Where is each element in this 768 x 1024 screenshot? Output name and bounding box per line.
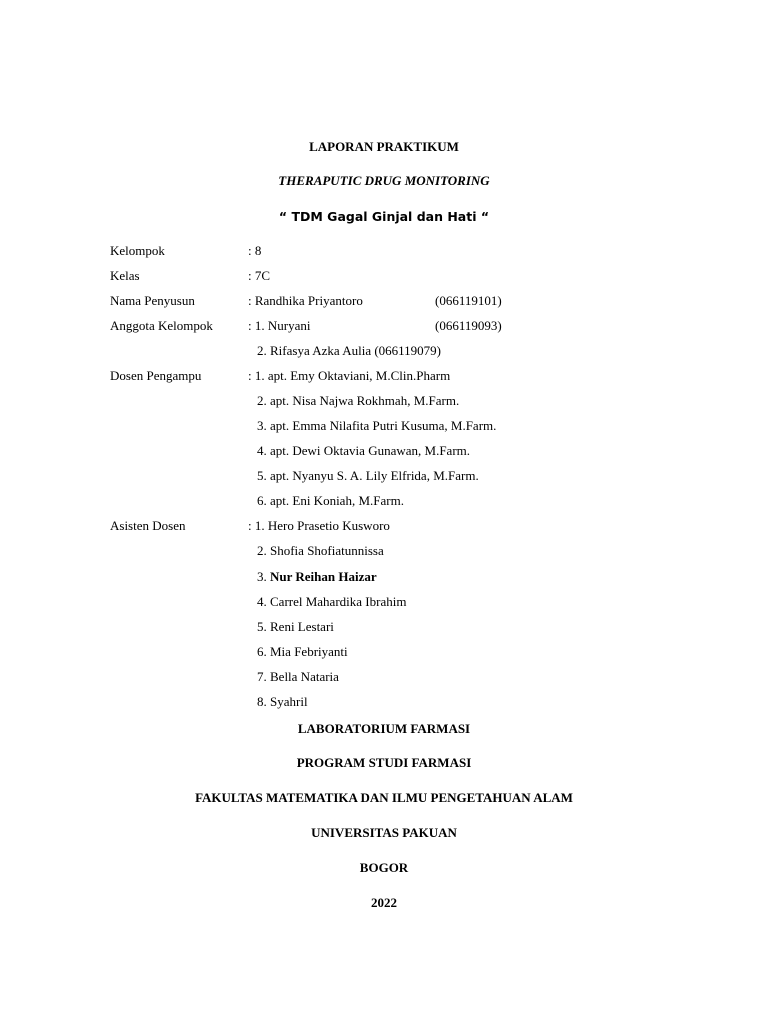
asisten-item: : 1. Hero Prasetio Kusworo <box>248 518 390 533</box>
asisten-item: 5. Reni Lestari <box>257 619 334 634</box>
info-row-asisten <box>0 518 768 534</box>
dosen-row <box>0 443 768 459</box>
asisten-row <box>0 543 768 559</box>
penyusun-code: (066119101) <box>435 293 502 308</box>
anggota-item-1-code: (066119093) <box>435 318 502 333</box>
kelas-label: Kelas <box>110 268 140 283</box>
dosen-label: Dosen Pengampu <box>110 368 202 383</box>
asisten-row <box>0 694 768 710</box>
asisten-item: 7. Bella Nataria <box>257 669 339 684</box>
asisten-item: 8. Syahril <box>257 694 308 709</box>
asisten-row <box>0 619 768 635</box>
penyusun-value: : Randhika Priyantoro <box>248 293 363 308</box>
report-topic: “ TDM Gagal Ginjal dan Hati “ <box>278 209 490 224</box>
info-row-kelompok <box>0 243 768 259</box>
asisten-item-3-number: 3. <box>257 569 270 584</box>
kelas-value: : 7C <box>248 268 271 283</box>
dosen-item: 5. apt. Nyanyu S. A. Lily Elfrida, M.Farm. <box>257 468 479 483</box>
kelompok-label: Kelompok <box>110 243 165 258</box>
asisten-item: 6. Mia Febriyanti <box>257 644 348 659</box>
course-title: THERAPUTIC DRUG MONITORING <box>278 173 490 188</box>
dosen-item: 3. apt. Emma Nilafita Putri Kusuma, M.Farm. <box>257 418 497 433</box>
dosen-row <box>0 418 768 434</box>
info-row-anggota <box>0 318 768 334</box>
dosen-item: : 1. apt. Emy Oktaviani, M.Clin.Pharm <box>248 368 451 383</box>
asisten-item: 2. Shofia Shofiatunnissa <box>257 543 384 558</box>
dosen-item: 4. apt. Dewi Oktavia Gunawan, M.Farm. <box>257 443 471 458</box>
asisten-item-3 <box>257 569 377 585</box>
asisten-row <box>0 594 768 610</box>
dosen-row <box>0 468 768 484</box>
penyusun-label: Nama Penyusun <box>110 293 195 308</box>
asisten-item-3-name: Nur Reihan Haizar <box>270 569 377 584</box>
city-name: BOGOR <box>359 860 409 875</box>
info-row-kelas <box>0 268 768 284</box>
dosen-row <box>0 393 768 409</box>
university-name: UNIVERSITAS PAKUAN <box>311 825 457 840</box>
asisten-row <box>0 569 768 585</box>
anggota-label: Anggota Kelompok <box>110 318 213 333</box>
program-name: PROGRAM STUDI FARMASI <box>296 755 472 770</box>
info-row-penyusun <box>0 293 768 309</box>
anggota-item-1: : 1. Nuryani <box>248 318 311 333</box>
asisten-row <box>0 644 768 660</box>
asisten-row <box>0 669 768 685</box>
report-title: LAPORAN PRAKTIKUM <box>309 139 459 154</box>
dosen-item: 2. apt. Nisa Najwa Rokhmah, M.Farm. <box>257 393 460 408</box>
info-row-anggota-2 <box>0 343 768 359</box>
dosen-item: 6. apt. Eni Koniah, M.Farm. <box>257 493 404 508</box>
asisten-item: 4. Carrel Mahardika Ibrahim <box>257 594 407 609</box>
anggota-item-2: 2. Rifasya Azka Aulia (066119079) <box>257 343 442 358</box>
report-year: 2022 <box>371 895 397 910</box>
dosen-row <box>0 493 768 509</box>
asisten-label: Asisten Dosen <box>110 518 186 533</box>
info-row-dosen <box>0 368 768 384</box>
kelompok-value: : 8 <box>248 243 262 258</box>
faculty-name: FAKULTAS MATEMATIKA DAN ILMU PENGETAHUAN ALAM <box>195 790 573 805</box>
lab-name: LABORATORIUM FARMASI <box>297 721 471 736</box>
